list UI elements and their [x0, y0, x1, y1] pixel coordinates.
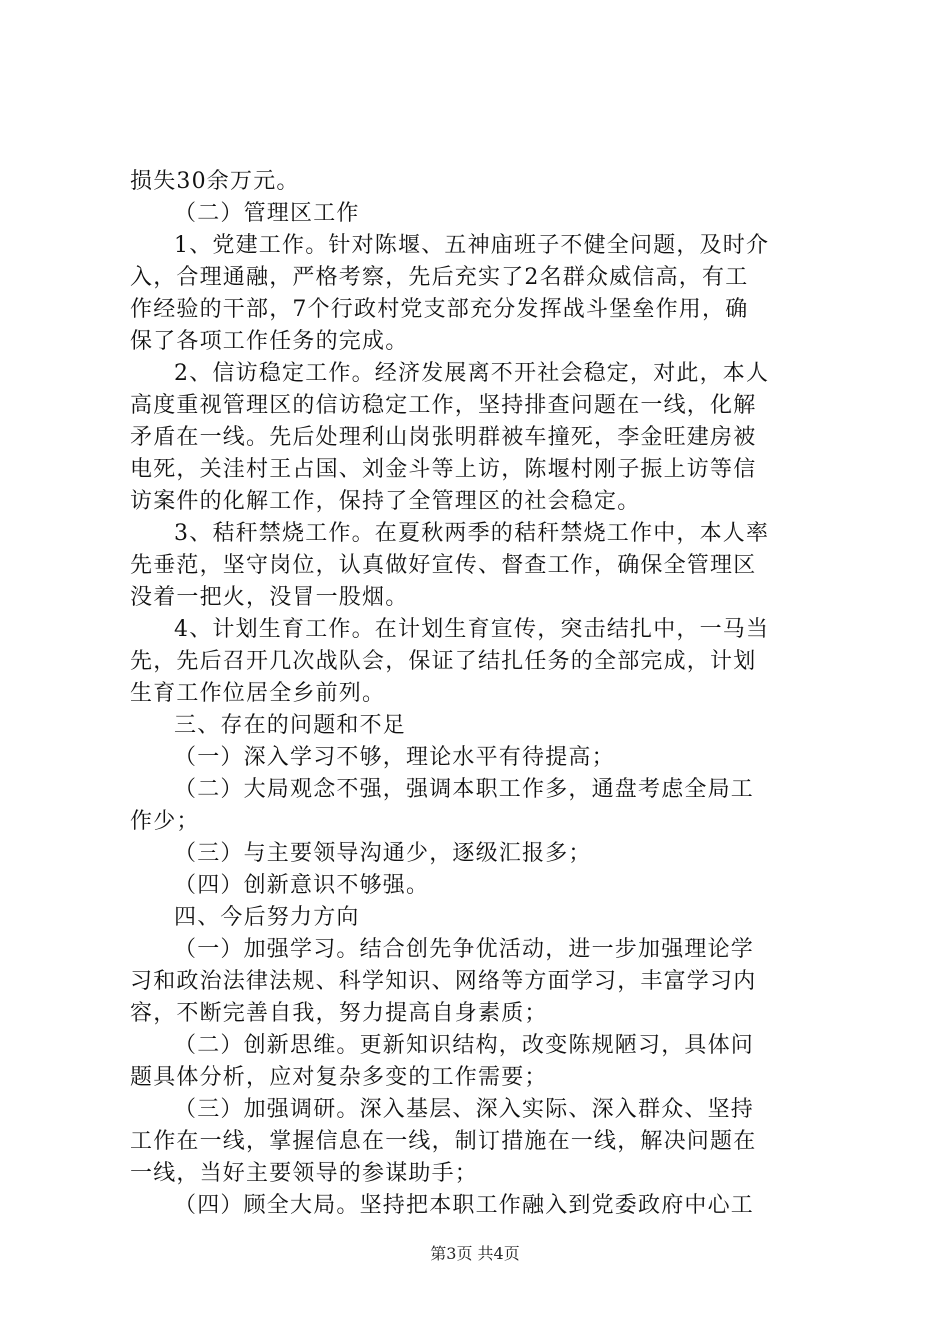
text-line: （二）创新思维。更新知识结构，改变陈规陋习，具体问	[174, 1033, 755, 1058]
text-line: 三、存在的问题和不足	[174, 713, 407, 738]
text-line: 保了各项工作任务的完成。	[130, 329, 409, 354]
text-line: （二）大局观念不强，强调本职工作多，通盘考虑全局工	[174, 777, 755, 802]
text-line: （四）创新意识不够强。	[174, 873, 430, 898]
text-line: （二）管理区工作	[174, 201, 360, 226]
text-line: 2、信访稳定工作。经济发展离不开社会稳定，对此，本人	[174, 361, 770, 386]
page-footer: 第3页 共4页	[430, 1244, 520, 1263]
text-line: 3、秸秆禁烧工作。在夏秋两季的秸秆禁烧工作中，本人率	[174, 521, 770, 546]
text-line: 没着一把火，没冒一股烟。	[130, 585, 409, 610]
text-line: 四、今后努力方向	[174, 905, 360, 930]
text-line: 生育工作位居全乡前列。	[130, 681, 386, 706]
text-line: 先垂范，坚守岗位，认真做好宣传、督查工作，确保全管理区	[130, 553, 757, 578]
text-line: 先，先后召开几次战队会，保证了结扎任务的全部完成，计划	[130, 649, 757, 674]
text-line: 题具体分析，应对复杂多变的工作需要；	[130, 1065, 548, 1090]
text-line: 4、计划生育工作。在计划生育宣传，突击结扎中，一马当	[174, 617, 770, 642]
text-line: 访案件的化解工作，保持了全管理区的社会稳定。	[130, 489, 641, 514]
text-line: （一）加强学习。结合创先争优活动，进一步加强理论学	[174, 937, 755, 962]
text-line: 高度重视管理区的信访稳定工作，坚持排查问题在一线，化解	[130, 393, 757, 418]
text-line: 工作在一线，掌握信息在一线，制订措施在一线，解决问题在	[130, 1129, 757, 1154]
text-line: （三）加强调研。深入基层、深入实际、深入群众、坚持	[174, 1097, 755, 1122]
text-line: 作少；	[130, 809, 200, 834]
text-line: 损失30余万元。	[130, 169, 300, 194]
text-line: 一线，当好主要领导的参谋助手；	[130, 1161, 479, 1186]
text-line: 电死，关洼村王占国、刘金斗等上访，陈堰村刚子振上访等信	[130, 457, 757, 482]
text-line: （一）深入学习不够，理论水平有待提高；	[174, 745, 615, 770]
text-line: 作经验的干部，7个行政村党支部充分发挥战斗堡垒作用，确	[130, 297, 749, 322]
text-line: （三）与主要领导沟通少，逐级汇报多；	[174, 841, 592, 866]
text-line: 习和政治法律法规、科学知识、网络等方面学习，丰富学习内	[130, 969, 757, 994]
text-line: 1、党建工作。针对陈堰、五神庙班子不健全问题，及时介	[174, 233, 770, 258]
text-line: （四）顾全大局。坚持把本职工作融入到党委政府中心工	[174, 1193, 755, 1218]
text-line: 矛盾在一线。先后处理利山岗张明群被车撞死，李金旺建房被	[130, 425, 757, 450]
document-body	[130, 166, 830, 1222]
text-line: 入，合理通融，严格考察，先后充实了2名群众威信高，有工	[130, 265, 749, 290]
text-line: 容，不断完善自我，努力提高自身素质；	[130, 1001, 548, 1026]
